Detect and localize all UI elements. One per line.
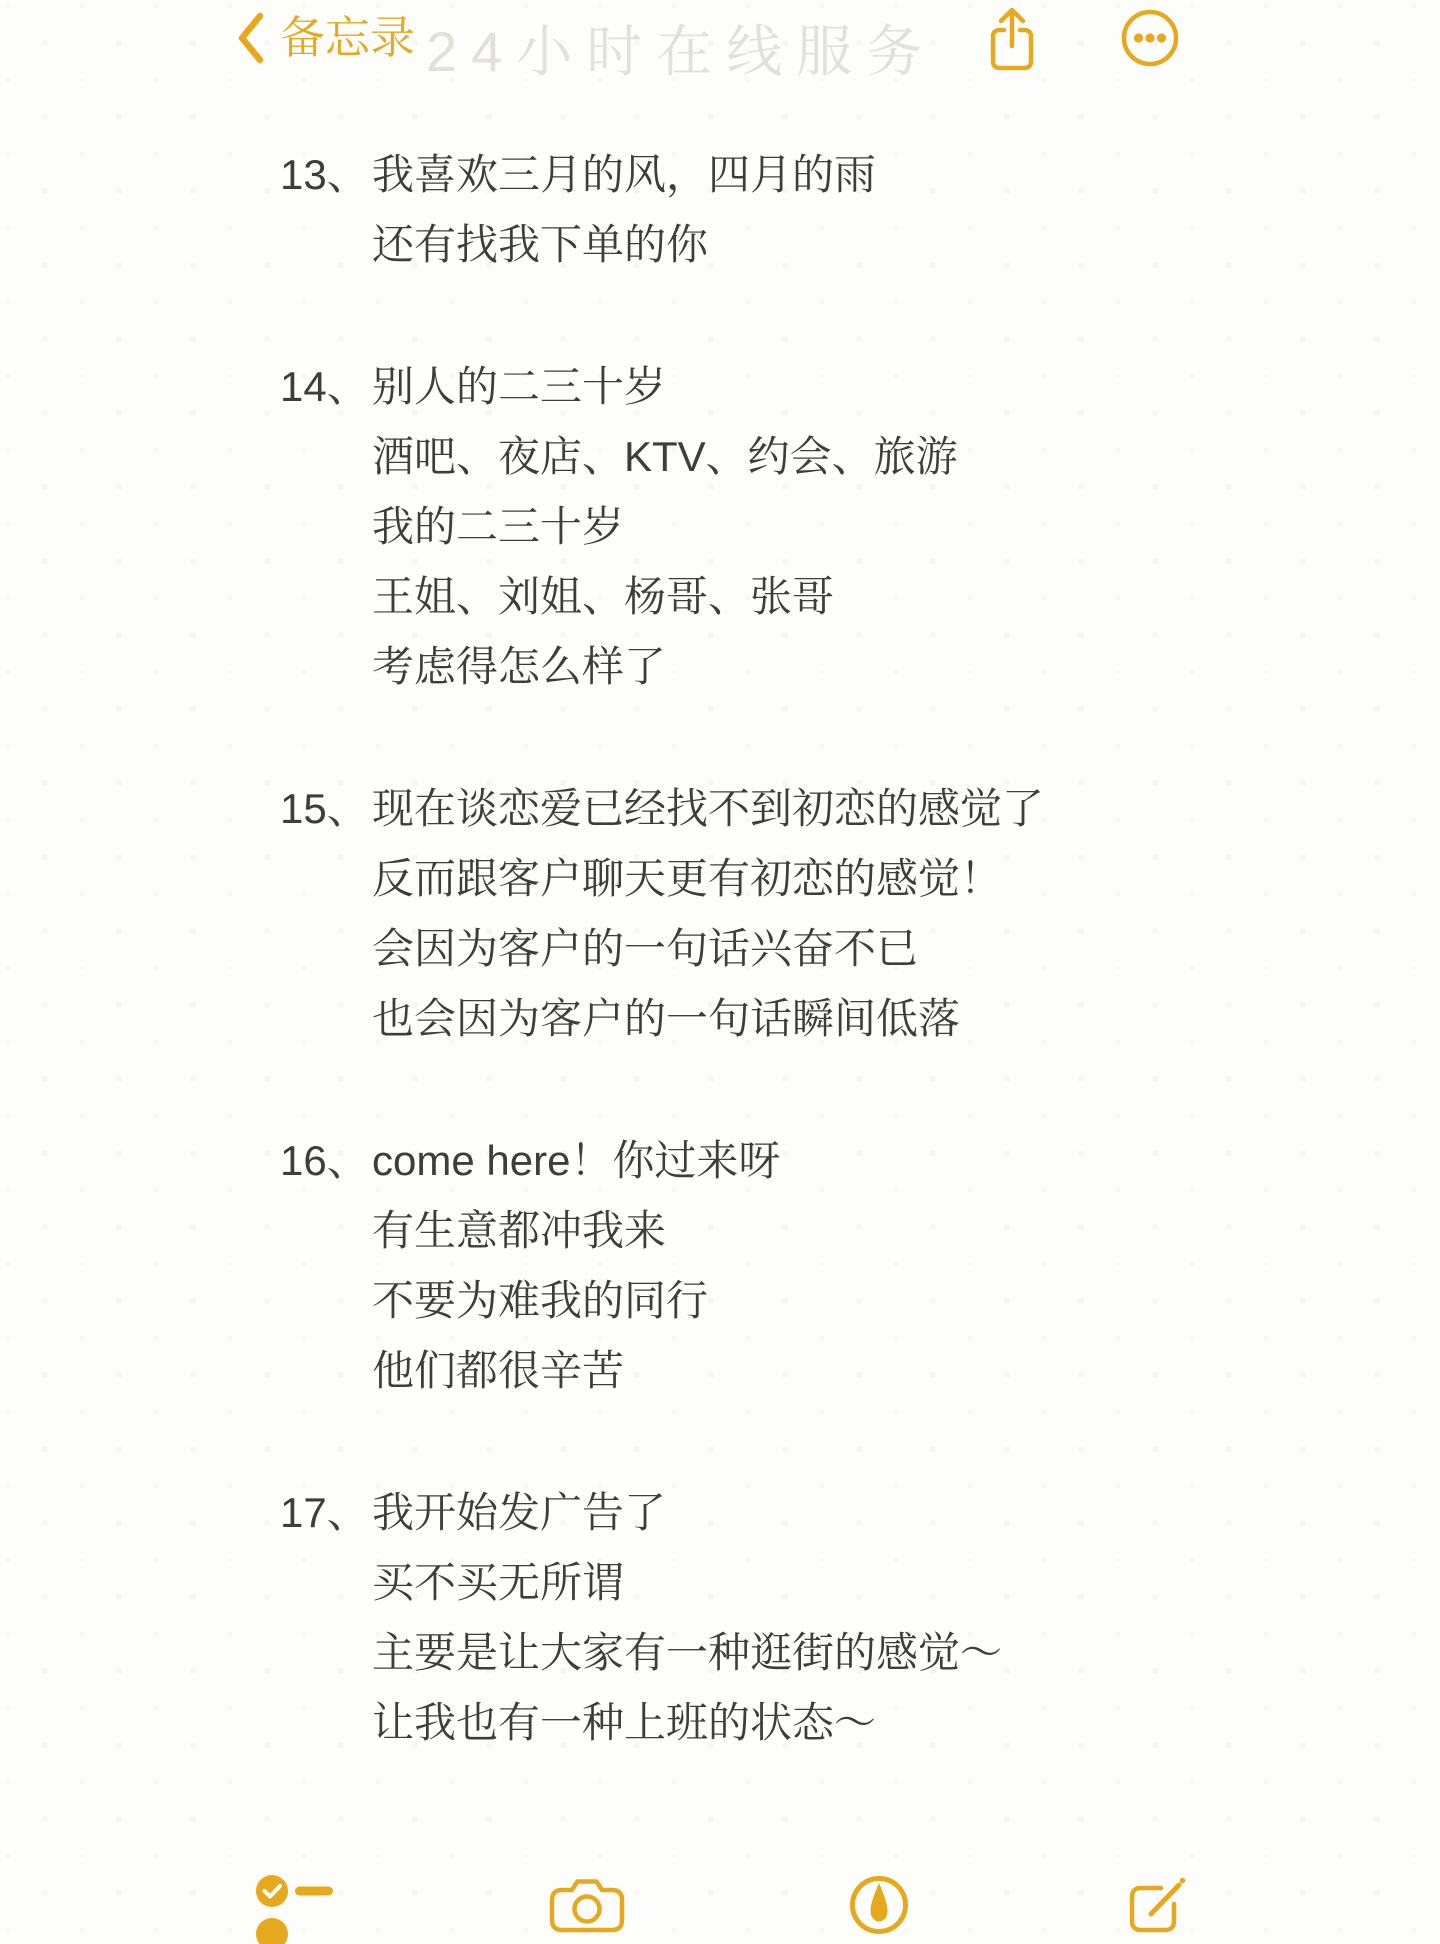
item-text: come here！你过来呀: [372, 1137, 781, 1184]
note-text-line: 王姐、刘姐、杨哥、张哥: [372, 573, 835, 620]
item-number: 17、: [280, 1489, 369, 1536]
markup-icon[interactable]: [848, 1874, 910, 1936]
item-text: 现在谈恋爱已经找不到初恋的感觉了: [372, 785, 1045, 832]
note-item-13: [280, 140, 1360, 280]
note-text-line: [280, 140, 1360, 210]
note-content: [280, 140, 1360, 1830]
note-item-17: [280, 1478, 1360, 1758]
compose-icon[interactable]: [1125, 1872, 1191, 1938]
note-text-line: 主要是让大家有一种逛街的感觉～: [372, 1629, 1003, 1676]
note-text-line: [280, 774, 1360, 844]
note-item-14: [280, 352, 1360, 702]
note-text-line: 还有找我下单的你: [372, 221, 709, 268]
nav-bar: [0, 0, 1440, 92]
item-number: 16、: [280, 1137, 369, 1184]
note-text-line: 酒吧、夜店、KTV、约会、旅游: [372, 433, 958, 480]
item-number: 13、: [280, 151, 369, 198]
note-text-line: 会因为客户的一句话兴奋不已: [372, 925, 919, 972]
item-text: 我喜欢三月的风，四月的雨: [372, 151, 877, 198]
note-text-line: 买不买无所谓: [372, 1559, 625, 1606]
back-chevron-icon: [236, 11, 266, 65]
note-text-line: 考虑得怎么样了: [372, 643, 667, 690]
note-text-line: 我的二三十岁: [372, 503, 625, 550]
checklist-icon[interactable]: [255, 1874, 347, 1944]
note-text-line: 不要为难我的同行: [372, 1277, 709, 1324]
item-text: 别人的二三十岁: [372, 363, 667, 410]
back-button[interactable]: [236, 8, 415, 68]
more-options-icon[interactable]: [1120, 8, 1180, 68]
back-label: 备忘录: [280, 12, 416, 63]
camera-icon[interactable]: [548, 1874, 626, 1934]
note-text-line: 也会因为客户的一句话瞬间低落: [372, 995, 961, 1042]
note-text-line: [280, 1126, 1360, 1196]
note-text-line: 反而跟客户聊天更有初恋的感觉！: [372, 855, 1003, 902]
note-item-15: [280, 774, 1360, 1054]
background-watermark: 24小时在线服务: [426, 20, 937, 83]
item-number: 14、: [280, 363, 369, 410]
bottom-toolbar: [0, 1860, 1440, 1920]
item-text: 我开始发广告了: [372, 1489, 667, 1536]
note-item-16: [280, 1126, 1360, 1406]
item-number: 15、: [280, 785, 369, 832]
share-icon[interactable]: [983, 6, 1041, 72]
note-text-line: 有生意都冲我来: [372, 1207, 667, 1254]
note-text-line: [280, 352, 1360, 422]
note-text-line: 让我也有一种上班的状态～: [372, 1699, 877, 1746]
note-text-line: 他们都很辛苦: [372, 1347, 625, 1394]
note-text-line: [280, 1478, 1360, 1548]
